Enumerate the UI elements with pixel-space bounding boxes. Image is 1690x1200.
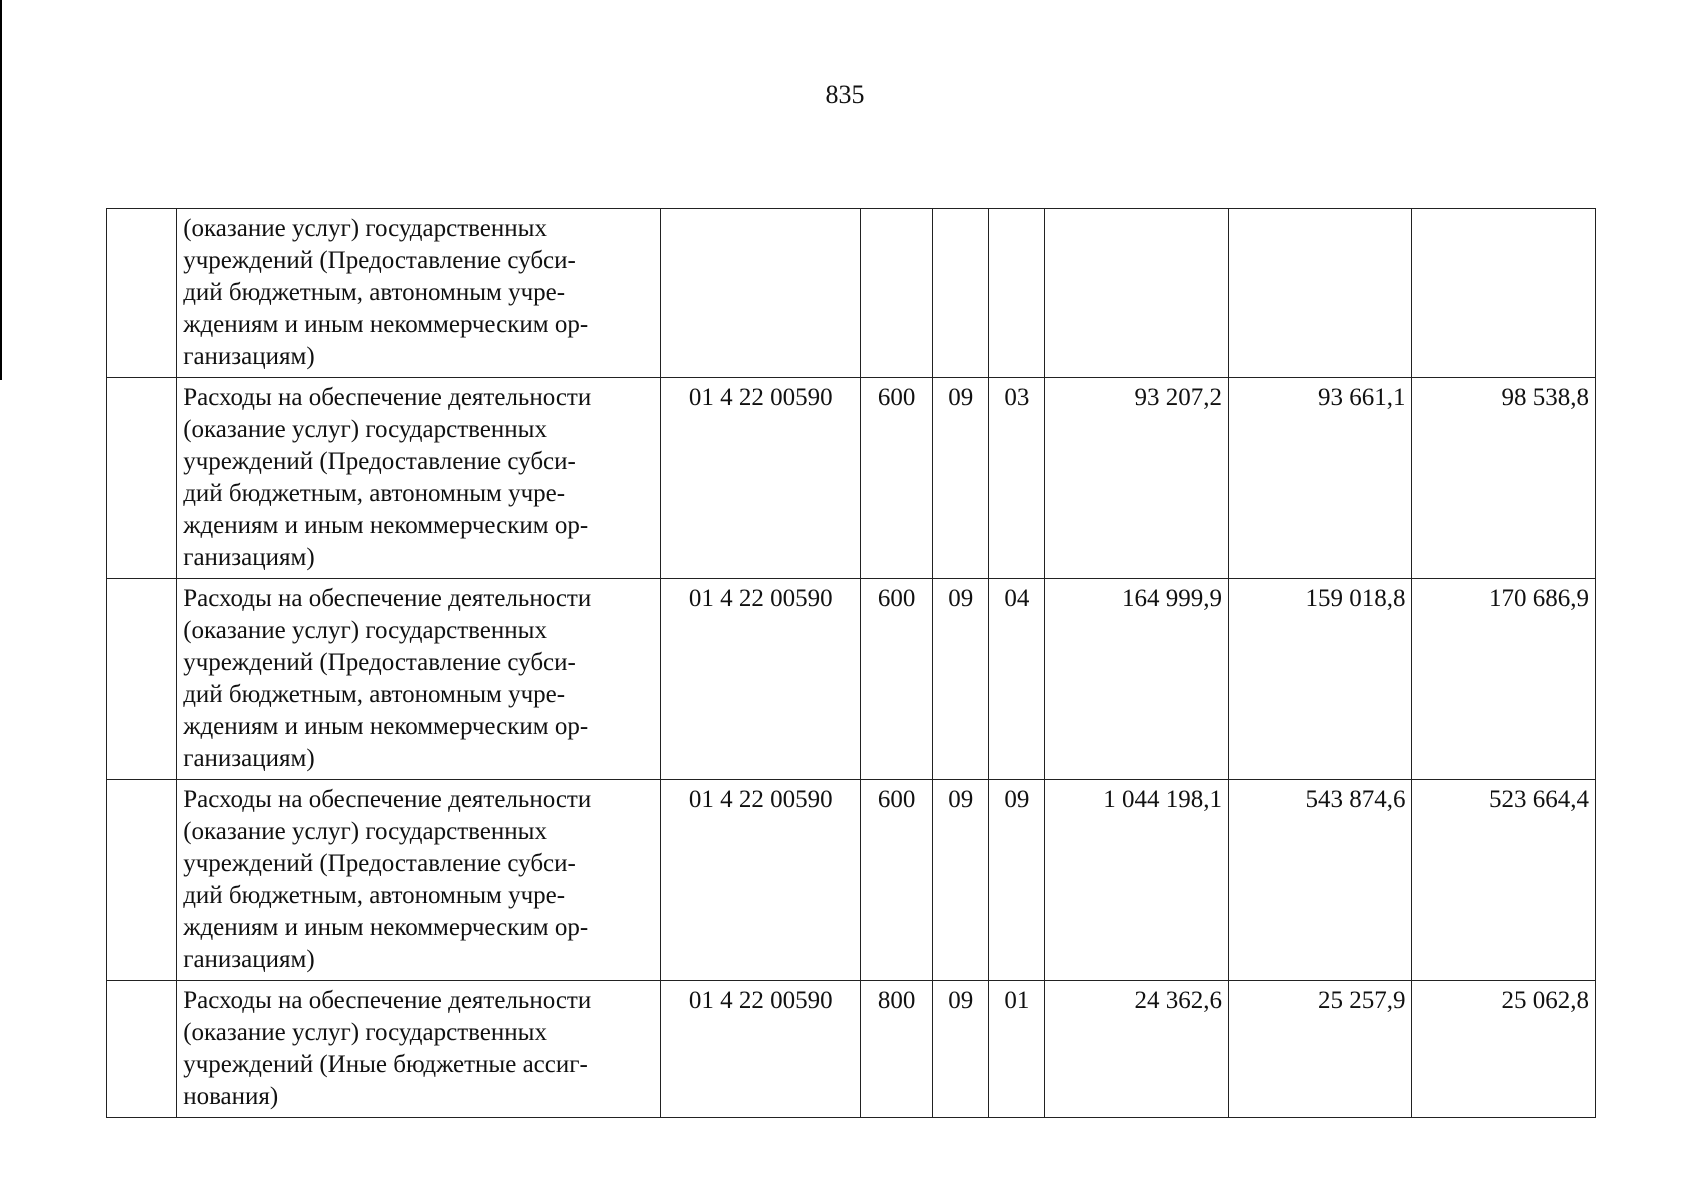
amount-cell-3: 98 538,8 (1412, 378, 1596, 579)
subsection-cell: 01 (989, 981, 1045, 1118)
amount-cell-2: 25 257,9 (1228, 981, 1411, 1118)
description-cell: (оказание услуг) государственных учреждений (Предоставление субси- дий бюджетным, автономным учре- ждениям и иным некоммерческим ор- ганизациям) (177, 209, 661, 378)
scan-edge-line (0, 0, 2, 380)
row-number-cell (107, 981, 177, 1118)
amount-cell-3: 25 062,8 (1412, 981, 1596, 1118)
subsection-cell (989, 209, 1045, 378)
page-number: 835 (825, 80, 865, 109)
target-code-cell: 01 4 22 00590 (661, 981, 861, 1118)
expense-type-cell: 600 (861, 378, 933, 579)
amount-cell-1: 93 207,2 (1045, 378, 1228, 579)
target-code-cell (661, 209, 861, 378)
table-row (107, 981, 1596, 1118)
amount-cell-2: 159 018,8 (1228, 579, 1411, 780)
amount-cell-1 (1045, 209, 1228, 378)
row-number-cell (107, 378, 177, 579)
subsection-cell: 09 (989, 780, 1045, 981)
section-cell: 09 (933, 981, 989, 1118)
description-cell: Расходы на обеспечение деятельности (оказание услуг) государственных учреждений (Предоставление субси- дий бюджетным, автономным учре- ждениям и иным некоммерческим ор- ганизациям) (177, 378, 661, 579)
subsection-cell: 04 (989, 579, 1045, 780)
row-number-cell (107, 780, 177, 981)
amount-cell-1: 24 362,6 (1045, 981, 1228, 1118)
description-cell: Расходы на обеспечение деятельности (оказание услуг) государственных учреждений (Предоставление субси- дий бюджетным, автономным учре- ждениям и иным некоммерческим ор- ганизациям) (177, 780, 661, 981)
target-code-cell: 01 4 22 00590 (661, 780, 861, 981)
table-row (107, 378, 1596, 579)
expense-type-cell: 600 (861, 780, 933, 981)
amount-cell-1: 164 999,9 (1045, 579, 1228, 780)
amount-cell-2 (1228, 209, 1411, 378)
target-code-cell: 01 4 22 00590 (661, 579, 861, 780)
amount-cell-3: 523 664,4 (1412, 780, 1596, 981)
row-number-cell (107, 209, 177, 378)
table-row (107, 209, 1596, 378)
target-code-cell: 01 4 22 00590 (661, 378, 861, 579)
description-cell: Расходы на обеспечение деятельности (оказание услуг) государственных учреждений (Иные бюджетные ассиг- нования) (177, 981, 661, 1118)
budget-table (106, 208, 1596, 1118)
amount-cell-3 (1412, 209, 1596, 378)
section-cell (933, 209, 989, 378)
amount-cell-3: 170 686,9 (1412, 579, 1596, 780)
section-cell: 09 (933, 378, 989, 579)
amount-cell-2: 93 661,1 (1228, 378, 1411, 579)
table-row (107, 579, 1596, 780)
expense-type-cell: 800 (861, 981, 933, 1118)
expense-type-cell: 600 (861, 579, 933, 780)
row-number-cell (107, 579, 177, 780)
table-row (107, 780, 1596, 981)
expense-type-cell (861, 209, 933, 378)
amount-cell-1: 1 044 198,1 (1045, 780, 1228, 981)
section-cell: 09 (933, 579, 989, 780)
description-cell: Расходы на обеспечение деятельности (оказание услуг) государственных учреждений (Предоставление субси- дий бюджетным, автономным учре- ждениям и иным некоммерческим ор- ганизациям) (177, 579, 661, 780)
subsection-cell: 03 (989, 378, 1045, 579)
amount-cell-2: 543 874,6 (1228, 780, 1411, 981)
section-cell: 09 (933, 780, 989, 981)
